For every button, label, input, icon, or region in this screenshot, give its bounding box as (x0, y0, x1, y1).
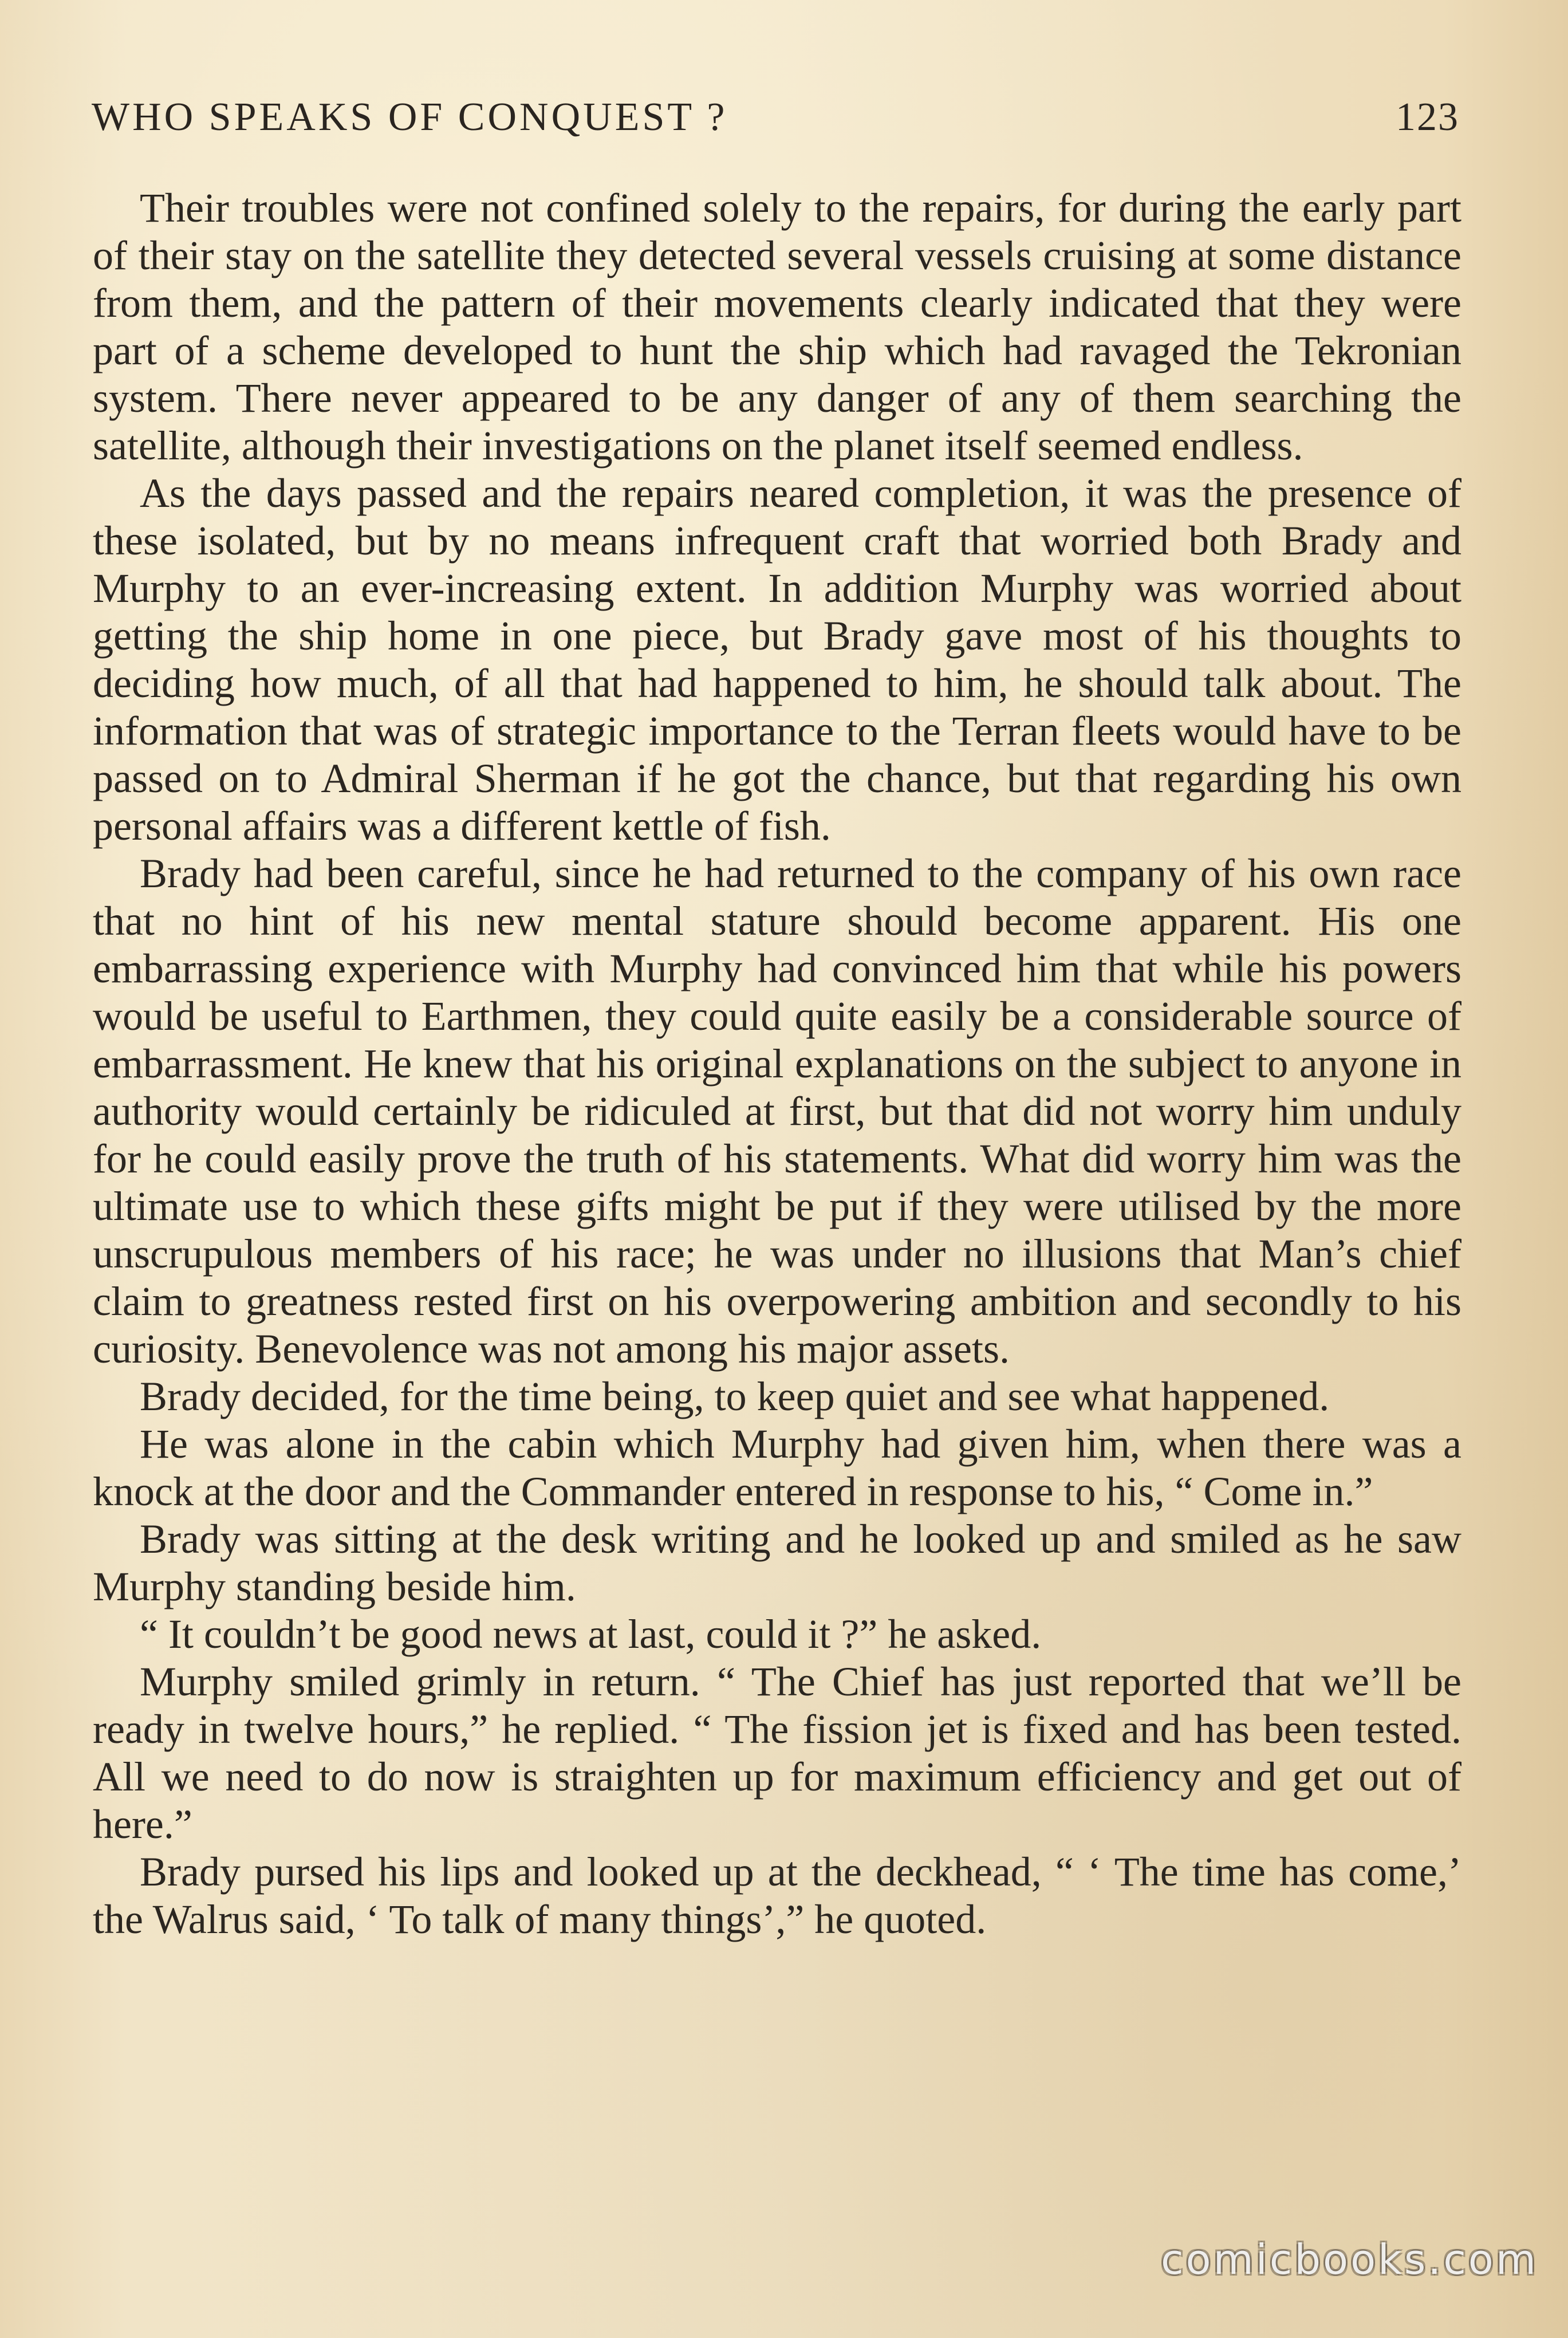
paragraph: As the days passed and the repairs neared completion, it was the presence of these isolated, but by no means infrequent craft that worried both Brady and Murphy to an ever-increasing extent. In addition Murphy was worried about getting the ship home in one piece, but Brady gave most of his thoughts to deciding how much, of all that had happened to him, he should talk about. The information that was of strategic importance to the Terran fleets would have to be passed on to Admiral Sherman if he got the chance, but that regarding his own personal affairs was a different kettle of fish. (93, 470, 1461, 849)
paragraph: Brady decided, for the time being, to keep quiet and see what happened. (140, 1373, 1330, 1419)
paragraph: Brady was sitting at the desk writing and he looked up and smiled as he saw Murphy standing beside him. (93, 1516, 1461, 1609)
page-number: 123 (1396, 95, 1459, 139)
paragraph: Their troubles were not confined solely to the repairs, for during the early part of their stay on the satellite they detected several vessels cruising at some distance from them, and the pattern of their movements clearly indicated that they were part of a scheme developed to hunt the ship which had ravaged the Tekronian system. There never appeared to be any danger of any of them searching the satellite, although their investigations on the planet itself seemed endless. (93, 185, 1461, 469)
paragraph: Brady had been careful, since he had returned to the company of his own race that no hint of his new mental stature should become apparent. His one embarrassing experience with Murphy had convinced him that while his powers would be useful to Earthmen, they could quite easily be a considerable source of embarrassment. He knew that his original explanations on the subject to anyone in authority would certainly be ridiculed at first, but that did not worry him unduly for he could easily prove the truth of his statements. What did worry him was the ultimate use to which these gifts might be put if they were utilised by the more unscrupulous members of his race; he was under no illusions that Man’s chief claim to greatness rested first on his overpowering ambition and secondly to his curiosity. Benevolence was not among his major assets. (93, 851, 1461, 1372)
watermark: comicbooks.com (1160, 2235, 1538, 2284)
running-title: WHO SPEAKS OF CONQUEST ? (92, 95, 728, 139)
paragraph: Murphy smiled grimly in return. “ The Chief has just reported that we’ll be ready in twelve hours,” he replied. “ The fission jet is fixed and has been tested. All we need to do now is straighten up for maximum efficiency and get out of here.” (93, 1659, 1461, 1847)
paragraph: He was alone in the cabin which Murphy had given him, when there was a knock at the door and the Commander entered in response to his, “ Come in.” (93, 1421, 1461, 1514)
paragraph: “ It couldn’t be good news at last, could it ?” he asked. (140, 1611, 1042, 1657)
paragraph: Brady pursed his lips and looked up at the deckhead, “ ‘ The time has come,’ the Walrus said, ‘ To talk of many things’,” he quoted. (93, 1849, 1461, 1942)
running-header (92, 95, 1459, 158)
body-text (93, 184, 1461, 1943)
